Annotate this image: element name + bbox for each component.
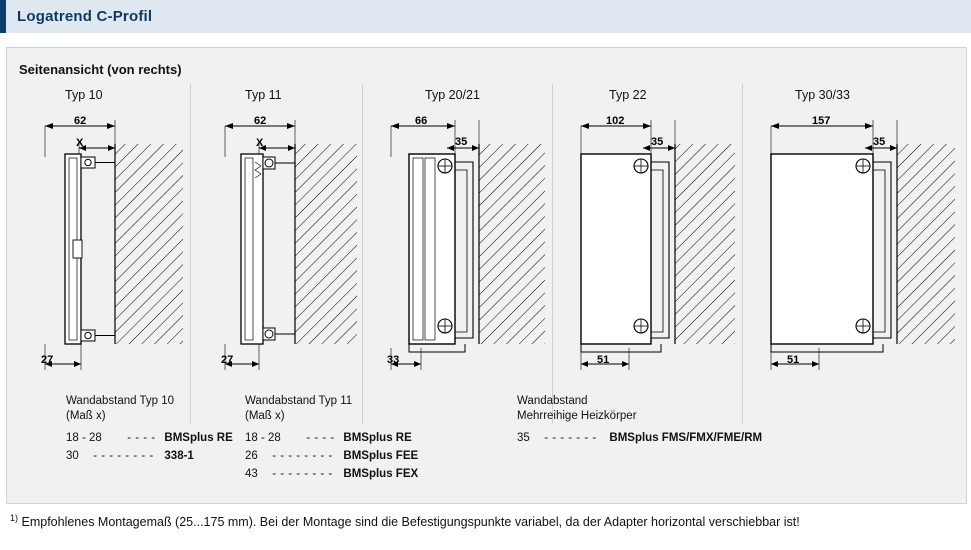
legend-name: BMSplus FMS/FMX/FME/RM bbox=[609, 432, 763, 444]
legend-code: 30 bbox=[66, 450, 79, 462]
dim-label-51: 51 bbox=[787, 354, 800, 366]
legend-name: BMSplus RE bbox=[343, 432, 412, 444]
legend-dots: - - - - - - - bbox=[544, 432, 597, 444]
dim-label-35: 35 bbox=[651, 136, 664, 148]
column-separator-2 bbox=[362, 84, 363, 424]
dim-label-62: 62 bbox=[254, 115, 267, 127]
column-typ-22 bbox=[559, 82, 742, 502]
column-title-typ-20-21: Typ 20/21 bbox=[425, 88, 480, 102]
diagram-panel bbox=[6, 47, 967, 504]
column-separator-4 bbox=[742, 84, 743, 424]
legend-code: 26 bbox=[245, 450, 258, 462]
legend-code: 43 bbox=[245, 468, 258, 480]
dim-label-35: 35 bbox=[455, 136, 468, 148]
drawing-typ-11 bbox=[197, 112, 362, 422]
dim-label-27: 27 bbox=[221, 354, 234, 366]
dim-label-62: 62 bbox=[74, 115, 87, 127]
column-separator-3 bbox=[552, 84, 553, 424]
legend-dots: - - - - - - - - bbox=[93, 450, 154, 462]
caption-line-2: (Maß x) bbox=[245, 410, 285, 422]
dim-label-157: 157 bbox=[812, 115, 831, 127]
column-typ-10 bbox=[17, 82, 233, 502]
legend-dots: - - - - - - - - bbox=[272, 450, 333, 462]
dim-label-66: 66 bbox=[415, 115, 428, 127]
caption-line-2: (Maß x) bbox=[66, 410, 106, 422]
column-title-typ-10: Typ 10 bbox=[65, 88, 103, 102]
caption-line-2: Mehrreihige Heizkörper bbox=[517, 410, 637, 422]
page-title: Logatrend C-Profil bbox=[17, 8, 153, 25]
legend-code: 18 - 28 bbox=[245, 432, 281, 444]
legend-dots: - - - - - - - - bbox=[272, 468, 333, 480]
footnote bbox=[10, 513, 965, 529]
dim-label-x: X bbox=[76, 137, 84, 149]
legend-name: 338-1 bbox=[164, 450, 194, 462]
legend-dots: - - - - bbox=[306, 432, 335, 444]
drawing-typ-20-21 bbox=[369, 112, 552, 422]
legend-name: BMSplus RE bbox=[164, 432, 233, 444]
header-bar bbox=[0, 0, 971, 33]
caption-line-1: Wandabstand Typ 11 bbox=[245, 395, 353, 407]
legend-dots: - - - - bbox=[127, 432, 156, 444]
column-title-typ-22: Typ 22 bbox=[609, 88, 647, 102]
dim-label-102: 102 bbox=[606, 115, 625, 127]
caption-line-1: Wandabstand bbox=[517, 395, 588, 407]
legend-code: 35 bbox=[517, 432, 530, 444]
header-accent-bar bbox=[0, 0, 6, 33]
footnote-text: Empfohlenes Montagemaß (25...175 mm). Bei der Montage sind die Befestigungspunkte variabel, da der Adapter horizontal verschiebbar ist! bbox=[21, 515, 800, 530]
legend-name: BMSplus FEE bbox=[343, 450, 419, 462]
footnote-marker: 1) bbox=[10, 513, 19, 523]
dim-label-27: 27 bbox=[41, 354, 54, 366]
dim-label-x: X bbox=[256, 137, 264, 149]
column-typ-30-33 bbox=[749, 82, 959, 502]
drawing-typ-30-33 bbox=[749, 112, 959, 422]
caption-line-1: Wandabstand Typ 10 bbox=[66, 395, 175, 407]
panel-title: Seitenansicht (von rechts) bbox=[19, 62, 182, 77]
column-title-typ-30-33: Typ 30/33 bbox=[795, 88, 850, 102]
legend-name: BMSplus FEX bbox=[343, 468, 419, 480]
dim-label-51: 51 bbox=[597, 354, 610, 366]
drawing-typ-22 bbox=[559, 112, 742, 422]
dim-label-35: 35 bbox=[873, 136, 886, 148]
legend-code: 18 - 28 bbox=[66, 432, 102, 444]
dim-label-33: 33 bbox=[387, 354, 400, 366]
drawing-typ-10 bbox=[17, 112, 190, 422]
column-title-typ-11: Typ 11 bbox=[245, 88, 282, 102]
column-separator-1 bbox=[190, 84, 191, 424]
